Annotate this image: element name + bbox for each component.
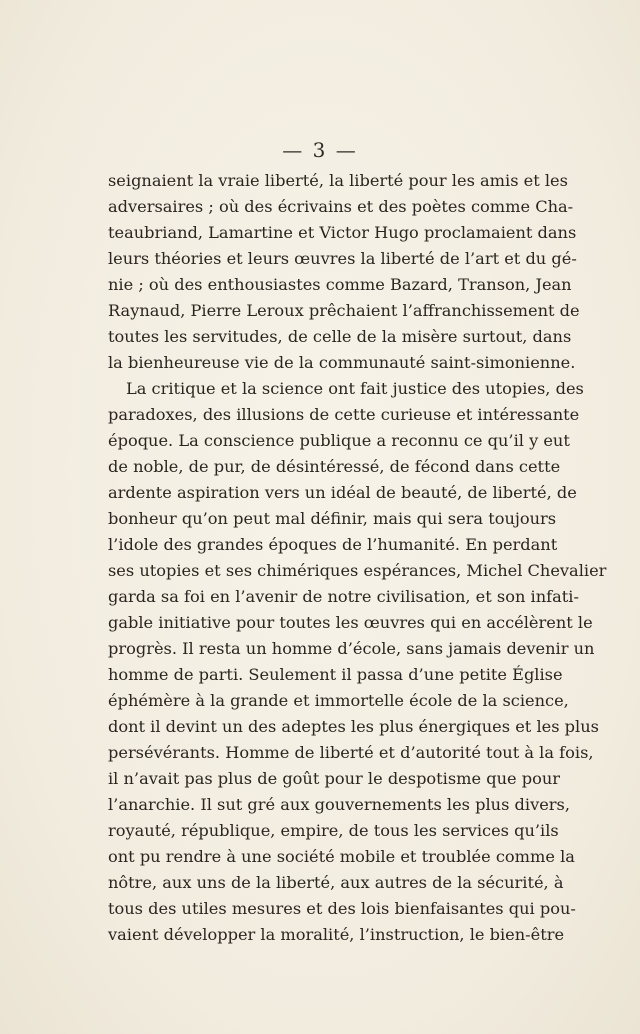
text-line: nie ; où des enthousiastes comme Bazard, Transon, Jean	[108, 275, 572, 294]
text-line: nôtre, aux uns de la liberté, aux autres de la sécurité, à	[108, 873, 564, 892]
text-line: ses utopies et ses chimériques espérances, Michel Chevalier	[108, 561, 607, 580]
text-line: la bienheureuse vie de la communauté saint-simonienne.	[108, 353, 576, 372]
text-line: La critique et la science ont fait justice des utopies, des	[126, 379, 584, 398]
text-line: tous des utiles mesures et des lois bienfaisantes qui pou-	[108, 899, 576, 918]
page-number: — 3 —	[282, 138, 358, 162]
text-line: ardente aspiration vers un idéal de beauté, de liberté, de	[108, 483, 577, 502]
text-line: dont il devint un des adeptes les plus énergiques et les plus	[108, 717, 599, 736]
text-line: époque. La conscience publique a reconnu ce qu’il y eut	[108, 431, 570, 450]
text-line: ont pu rendre à une société mobile et troublée comme la	[108, 847, 575, 866]
text-line: éphémère à la grande et immortelle école de la science,	[108, 691, 569, 710]
body-text	[108, 168, 607, 948]
text-line: seignaient la vraie liberté, la liberté pour les amis et les	[108, 171, 568, 190]
text-line: persévérants. Homme de liberté et d’autorité tout à la fois,	[108, 743, 594, 762]
text-line: vaient développer la moralité, l’instruction, le bien-être	[108, 925, 565, 944]
text-line: toutes les servitudes, de celle de la misère surtout, dans	[108, 327, 572, 346]
text-line: garda sa foi en l’avenir de notre civilisation, et son infati-	[108, 587, 579, 606]
text-line: l’idole des grandes époques de l’humanité. En perdant	[108, 535, 558, 554]
text-line: progrès. Il resta un homme d’école, sans jamais devenir un	[108, 639, 595, 658]
text-line: teaubriand, Lamartine et Victor Hugo proclamaient dans	[108, 223, 577, 242]
text-line: il n’avait pas plus de goût pour le despotisme que pour	[108, 769, 561, 788]
text-line: bonheur qu’on peut mal définir, mais qui sera toujours	[108, 509, 557, 528]
text-line: Raynaud, Pierre Leroux prêchaient l’affranchissement de	[108, 301, 580, 320]
text-line: l’anarchie. Il sut gré aux gouvernements les plus divers,	[108, 795, 570, 814]
text-line: leurs théories et leurs œuvres la liberté de l’art et du gé-	[108, 249, 577, 268]
text-line: adversaires ; où des écrivains et des poètes comme Cha-	[108, 197, 574, 216]
text-line: gable initiative pour toutes les œuvres qui en accélèrent le	[108, 613, 593, 632]
text-line: de noble, de pur, de désintéressé, de fécond dans cette	[108, 457, 561, 476]
text-line: paradoxes, des illusions de cette curieuse et intéressante	[108, 405, 580, 424]
text-line: homme de parti. Seulement il passa d’une petite Église	[108, 665, 563, 684]
text-line: royauté, république, empire, de tous les services qu’ils	[108, 821, 559, 840]
